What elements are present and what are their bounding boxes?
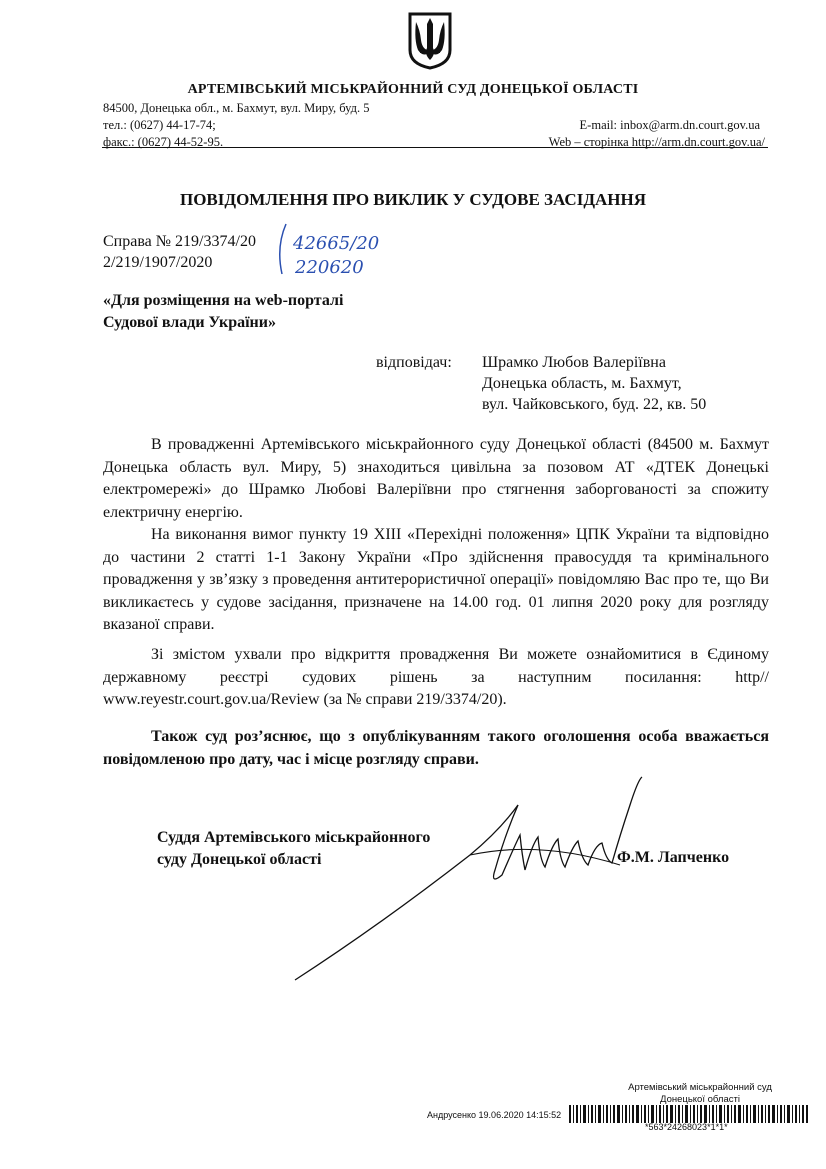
respondent-name: Шрамко Любов Валеріївна <box>482 354 666 371</box>
footer-court-line1: Артемівський міськрайонний суд <box>628 1082 772 1093</box>
judge-title-line2: суду Донецької області <box>157 851 322 868</box>
paragraph-registry-text: Зі змістом ухвали про відкриття провадження Ви можете ознайомитися в Єдиному державному реєстрі судових рішень за наступним посилання: http// www.reyestr.court.gov.ua/Review (за № справи 219/3374/20). <box>103 646 769 708</box>
handwritten-registration-number: 42665/20 <box>293 233 380 254</box>
document-title: ПОВІДОМЛЕННЯ ПРО ВИКЛИК У СУДОВЕ ЗАСІДАННЯ <box>179 190 647 209</box>
judge-title-line1: Суддя Артемівського міськрайонного <box>157 829 431 846</box>
handwritten-signature <box>290 775 670 985</box>
judge-name: Ф.М. Лапченко <box>617 849 730 866</box>
coat-of-arms-emblem <box>400 10 460 70</box>
paragraph-proceedings: В провадженні Артемівського міськрайонного суду Донецької області (84500 м. Бахмут Донецька область вул. Миру, 5) знаходиться цивільна за позовом АТ «ДТЕК Донецькі електромережі» до Шрамко Любові Валеріївни про стягнення заборгованості за спожиту електричну енергію. <box>103 436 769 521</box>
court-website: Web – сторінка http://arm.dn.court.gov.ua/ <box>548 135 765 149</box>
court-email: E-mail: inbox@arm.dn.court.gov.ua <box>579 118 760 132</box>
paragraph-notice-text: Також суд роз’яснює, що з опублікуванням такого оголошення особа вважається повідомленою про дату, час і місце розгляду справи. <box>103 728 769 768</box>
web-portal-note-line1: «Для розміщення на web-порталі <box>103 292 344 309</box>
paragraph-notice <box>103 726 769 771</box>
respondent-label: відповідач: <box>376 354 452 371</box>
header-divider <box>102 147 768 148</box>
court-name: АРТЕМІВСЬКИЙ МІСЬКРАЙОННИЙ СУД ДОНЕЦЬКОЇ ОБЛАСТІ <box>187 82 639 97</box>
respondent-address-line2: вул. Чайковського, буд. 22, кв. 50 <box>482 396 707 413</box>
barcode <box>569 1105 809 1123</box>
barcode-text: *563*24268023*1*1* <box>645 1122 728 1132</box>
respondent-address-line1: Донецька область, м. Бахмут, <box>482 375 682 392</box>
paragraph-registry <box>103 644 769 712</box>
case-number: Справа № 219/3374/20 <box>103 233 256 250</box>
court-address: 84500, Донецька обл., м. Бахмут, вул. Миру, буд. 5 <box>103 101 370 115</box>
registrar-stamp: Андрусенко 19.06.2020 14:15:52 <box>427 1110 562 1120</box>
footer-court-line2: Донецької області <box>660 1094 740 1105</box>
handwritten-bracket <box>272 222 292 277</box>
handwritten-registration-date: 220620 <box>295 257 364 278</box>
court-fax: факс.: (0627) 44-52-95. <box>103 135 224 149</box>
paragraph-summons: На виконання вимог пункту 19 XIII «Перехідні положення» ЦПК України та відповідно до частини 2 статті 1-1 Закону України «Про здійснення правосуддя та кримінального провадження у зв’язку з проведення антитерористичної операції» повідомляю Вас про те, що Ви викликаєтесь у судове засідання, призначене на 14.00 год. 01 липня 2020 року для розгляду вказаної справи. <box>103 526 769 633</box>
web-portal-note-line2: Судової влади України» <box>103 314 276 331</box>
footer-court-name <box>615 1082 785 1106</box>
body-text <box>103 434 769 637</box>
case-number-secondary: 2/219/1907/2020 <box>103 254 213 271</box>
court-phone: тел.: (0627) 44-17-74; <box>103 118 216 132</box>
